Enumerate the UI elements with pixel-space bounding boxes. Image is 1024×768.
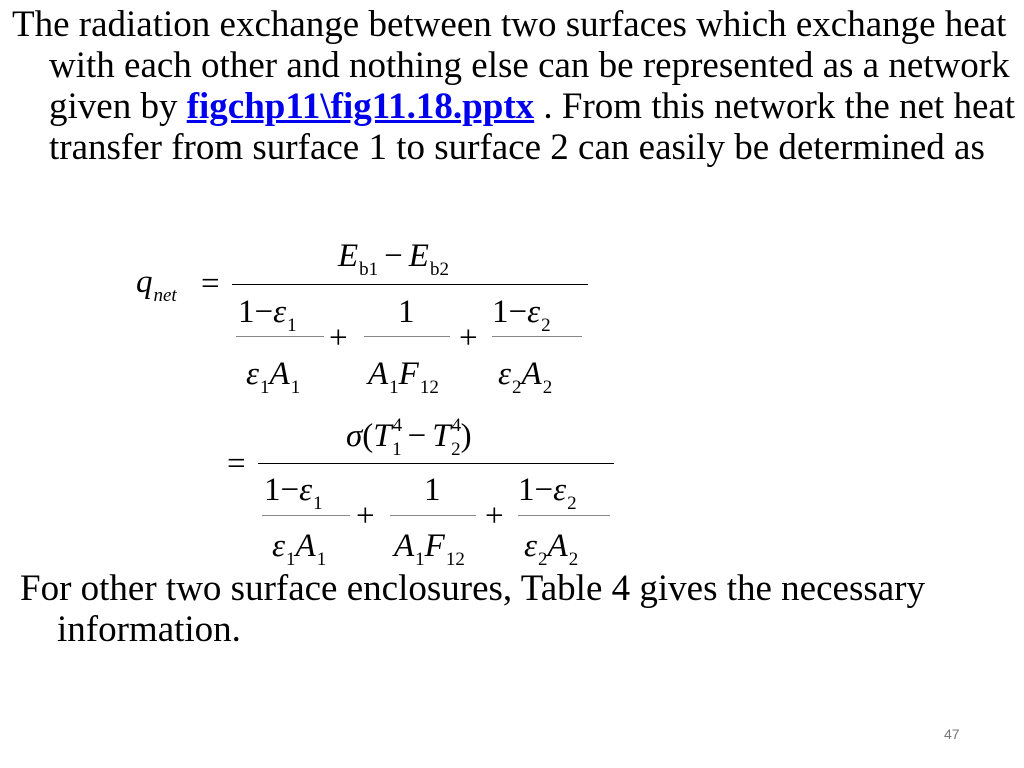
eq2-plus-1: + [356, 498, 375, 534]
eq2-main-fraction-bar [258, 463, 614, 464]
eq2-term2-numerator: 1 [424, 472, 441, 508]
eq2-term3-denominator: $\varepsilon_2A_2$ [524, 528, 579, 570]
eq1-term1-denominator: $\varepsilon_1A_1$ [246, 356, 301, 398]
eq1-term3-bar [492, 336, 582, 337]
eq1-term1-bar [236, 336, 324, 337]
eq1-term2-bar [364, 336, 450, 337]
eq1-plus-2: + [459, 320, 478, 356]
eq2-term1-numerator: $1-\varepsilon_1$ [264, 472, 323, 514]
intro-text-continued: . From this network the net heat transfer from surface 1 to surface 2 can easily be determined as [49, 86, 1016, 168]
intro-paragraph [12, 4, 1024, 168]
figure-link[interactable]: figchp11\fig11.18.pptx [186, 86, 535, 127]
eq2-term3-numerator: $1-\varepsilon_2$ [518, 472, 577, 514]
eq2-term1-denominator: $\varepsilon_1A_1$ [272, 528, 327, 570]
q-net-symbol: $q_{net}$ [136, 264, 177, 306]
equals-sign-2: = [227, 446, 246, 482]
page-number: 47 [944, 726, 960, 742]
eq1-plus-1: + [329, 320, 348, 356]
eq2-term2-bar [390, 515, 476, 516]
eq2-numerator: $\sigma(T^4_1 - T^4_2)$ [346, 415, 472, 460]
eq1-main-fraction-bar [232, 284, 588, 285]
eq1-term3-numerator: $1-\varepsilon_2$ [492, 294, 551, 336]
equals-sign-1: = [201, 266, 220, 302]
eq2-term2-denominator: $A_1F_{12}$ [394, 528, 465, 570]
eq1-term3-denominator: $\varepsilon_2A_2$ [498, 356, 553, 398]
eq2-term3-bar [518, 515, 610, 516]
eq2-plus-2: + [485, 498, 504, 534]
eq1-term2-denominator: $A_1F_{12}$ [368, 356, 439, 398]
eq1-numerator: $E_{b1} - E_{b2}$ [338, 238, 449, 280]
eq1-term1-numerator: $1-\varepsilon_1$ [238, 294, 297, 336]
closing-paragraph: For other two surface enclosures, Table 4 gives the necessary information. [20, 568, 925, 650]
eq1-term2-numerator: 1 [398, 294, 415, 330]
eq2-term1-bar [262, 515, 350, 516]
intro-text: The radiation exchange between two surfaces which exchange heat with each other and nothing else can be represented as a network given by [12, 4, 1010, 127]
